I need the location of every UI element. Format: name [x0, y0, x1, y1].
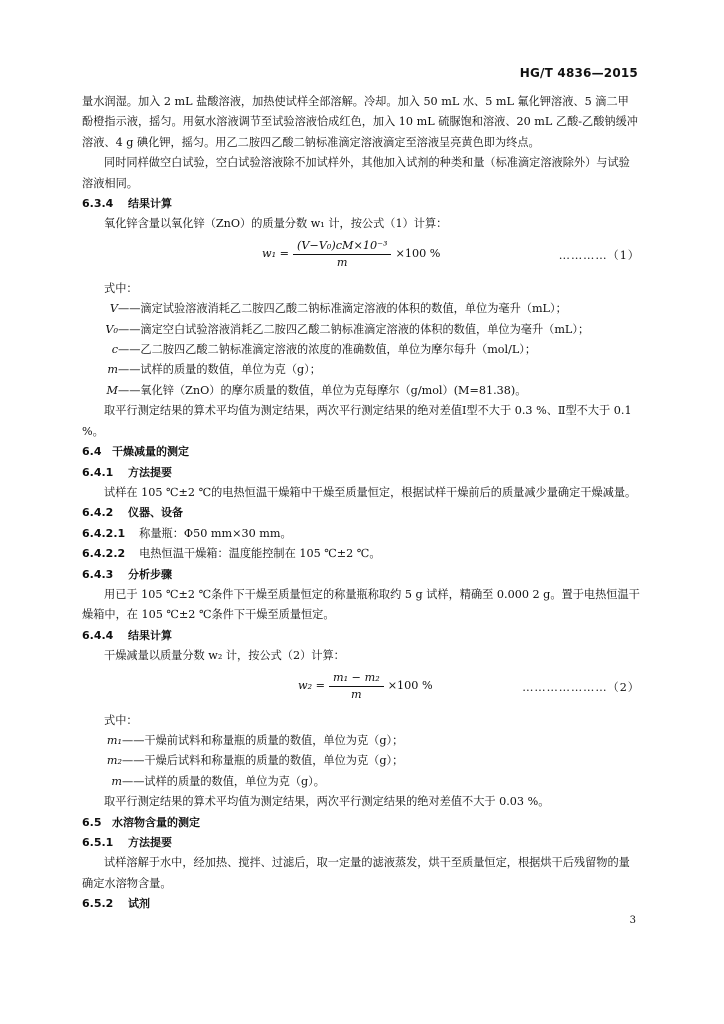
variable-symbol: c — [111, 343, 118, 357]
paragraph: 用已于 105 ℃±2 ℃条件下干燥至质量恒定的称量瓶称取约 5 g 试样，精确至 0.000 2 g。置于电热恒温干燥箱中，在 105 ℃±2 ℃条件下干燥至质量恒定。 — [82, 587, 640, 622]
paragraph: 氧化锌含量以氧化锌（ZnO）的质量分数 w₁ 计，按公式（1）计算： — [104, 217, 448, 231]
section-heading-6-4-3: 6.4.3 分析步骤 — [82, 567, 172, 581]
where-label: 式中： — [104, 281, 138, 295]
paragraph: 同时同样做空白试验，空白试验溶液除不加试样外，其他加入试剂的种类和量（标准滴定溶液除外）与试验溶液相同。 — [82, 156, 630, 190]
paragraph: 试样在 105 ℃±2 ℃的电热恒温干燥箱中干燥至质量恒定，根据试样干燥前后的质量减少量确定干燥减量。 — [104, 485, 637, 499]
variable-symbol: m — [111, 774, 122, 788]
section-heading-6-3-4: 6.3.4 结果计算 — [82, 197, 172, 211]
variable-definition — [82, 340, 640, 360]
variable-definition — [82, 360, 640, 380]
variable-definition — [82, 320, 640, 340]
variable-description: ——氧化锌（ZnO）的摩尔质量的数值，单位为克每摩尔（g/mol）(M=81.38)。 — [118, 383, 527, 397]
variable-description: ——滴定空白试验溶液消耗乙二胺四乙酸二钠标准滴定溶液的体积的数值，单位为毫升（mL）； — [118, 322, 590, 336]
paragraph: 试样溶解于水中，经加热、搅拌、过滤后，取一定量的滤液蒸发，烘干至质量恒定，根据烘干后残留物的量确定水溶物含量。 — [82, 856, 630, 890]
variable-definition — [82, 299, 640, 319]
page-content — [82, 92, 640, 915]
paragraph: 取平行测定结果的算术平均值为测定结果，两次平行测定结果的绝对差值不大于 0.03 %。 — [104, 795, 550, 809]
clause-6-4-2-1: 6.4.2.1 称量瓶：Φ50 mm×30 mm。 — [82, 526, 292, 540]
variable-symbol: m — [107, 363, 118, 377]
formula-lhs: w₁ = — [262, 247, 289, 261]
variable-symbol: V — [109, 302, 118, 316]
formula-numerator: m₁ − m₂ — [329, 670, 384, 687]
variable-definition — [82, 751, 640, 771]
variable-list — [82, 299, 640, 401]
variable-definition — [82, 731, 640, 751]
clause-6-4-2-2: 6.4.2.2 电热恒温干燥箱：温度能控制在 105 ℃±2 ℃。 — [82, 547, 381, 561]
where-label: 式中： — [104, 713, 138, 727]
variable-symbol: M — [106, 383, 118, 397]
variable-description: ——干燥前试料和称量瓶的质量的数值，单位为克（g）； — [122, 733, 404, 747]
section-heading-6-4-1: 6.4.1 方法提要 — [82, 465, 172, 479]
formula-2 — [82, 668, 640, 708]
section-heading-6-4: 6.4 干燥减量的测定 — [82, 445, 189, 459]
paragraph: 干燥减量以质量分数 w₂ 计，按公式（2）计算： — [104, 649, 345, 663]
paragraph: 取平行测定结果的算术平均值为测定结果，两次平行测定结果的绝对差值Ⅰ型不大于 0.3 %、Ⅱ型不大于 0.1 %。 — [82, 404, 632, 438]
section-heading-6-5-2: 6.5.2 试剂 — [82, 897, 150, 911]
section-heading-6-4-2: 6.4.2 仪器、设备 — [82, 506, 183, 520]
variable-list — [82, 731, 640, 792]
formula-lhs: w₂ = — [298, 678, 325, 692]
formula-tail: ×100 % — [387, 678, 433, 692]
variable-symbol: m₂ — [106, 754, 122, 768]
formula-denominator: m — [336, 255, 348, 269]
section-heading-6-5: 6.5 水溶物含量的测定 — [82, 815, 200, 829]
variable-definition — [82, 772, 640, 792]
variable-symbol: V₀ — [105, 322, 118, 336]
formula-1 — [82, 236, 640, 276]
section-heading-6-5-1: 6.5.1 方法提要 — [82, 836, 172, 849]
formula-denominator: m — [351, 687, 362, 701]
variable-description: ——干燥后试料和称量瓶的质量的数值，单位为克（g）； — [122, 754, 404, 768]
page-number: 3 — [629, 915, 636, 926]
formula-number: …………………（2） — [522, 680, 640, 694]
variable-description: ——乙二胺四乙酸二钠标准滴定溶液的浓度的准确数值，单位为摩尔每升（mol/L）； — [118, 343, 537, 357]
variable-description: ——试样的质量的数值，单位为克（g）； — [118, 363, 321, 377]
variable-description: ——试样的质量的数值，单位为克（g）。 — [122, 774, 325, 788]
variable-description: ——滴定试验溶液消耗乙二胺四乙酸二钠标准滴定溶液的体积的数值，单位为毫升（mL）； — [118, 302, 567, 316]
paragraph: 量水润湿。加入 2 mL 盐酸溶液，加热使试样全部溶解。冷却。加入 50 mL 水、5 mL 氟化钾溶液、5 滴二甲酚橙指示液，摇匀。用氨水溶液调节至试验溶液恰成红色，加入 10 mL 硫脲饱和溶液、20 mL 乙酸-乙酸钠缓冲溶液、4 g 碘化钾，摇匀。用乙二胺四乙酸二钠标准滴定溶液滴定至溶液呈亮黄色即为终点。 — [82, 95, 638, 149]
variable-symbol: m₁ — [106, 733, 122, 747]
formula-tail: ×100 % — [395, 247, 441, 261]
formula-numerator: (V−V₀)cM×10⁻³ — [293, 238, 391, 255]
section-heading-6-4-4: 6.4.4 结果计算 — [82, 628, 172, 642]
standard-code: HG/T 4836—2015 — [519, 66, 638, 80]
formula-number: …………（1） — [558, 248, 640, 262]
variable-definition — [82, 381, 640, 401]
